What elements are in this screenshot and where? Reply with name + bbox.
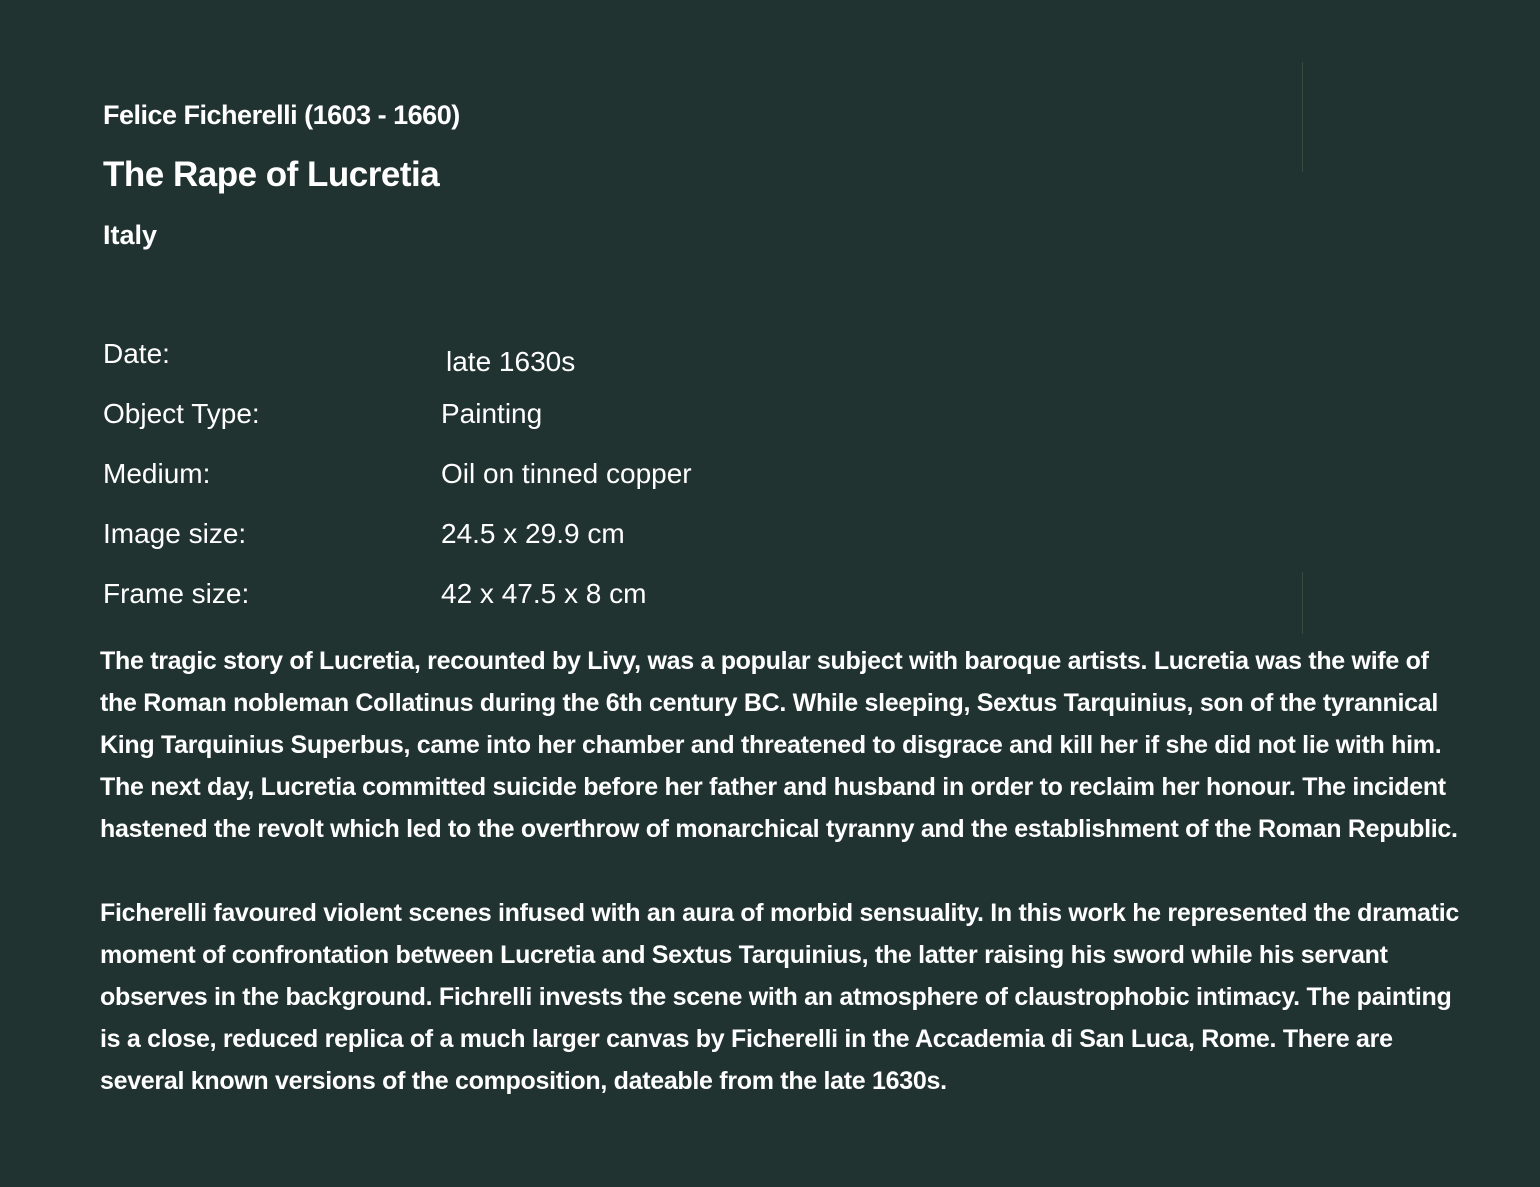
details-table <box>103 338 1003 638</box>
divider-bottom <box>1302 572 1303 634</box>
artwork-origin: Italy <box>103 220 158 250</box>
detail-label: Medium: <box>103 458 211 489</box>
description-paragraph: Ficherelli favoured violent scenes infused with an aura of morbid sensuality. In this work he represented the dramatic moment of confrontation between Lucretia and Sextus Tarquinius, the latter raising his sword while his servant observes in the background. Fichrelli invests the scene with an atmosphere of claustrophobic intimacy. The painting is a close, reduced replica of a much larger canvas by Ficherelli in the Accademia di San Luca, Rome. There are several known versions of the composition, dateable from the late 1630s. <box>100 899 1459 1095</box>
artist-name: Felice Ficherelli (1603 - 1660) <box>103 100 460 130</box>
detail-label: Frame size: <box>103 578 250 609</box>
detail-row-date <box>103 338 1003 398</box>
artwork-title: The Rape of Lucretia <box>103 155 440 194</box>
detail-value: Painting <box>441 398 543 429</box>
detail-label: Date: <box>103 338 170 369</box>
divider-top <box>1302 62 1303 172</box>
detail-row-medium <box>103 458 1003 518</box>
detail-row-frame-size <box>103 578 1003 638</box>
detail-row-image-size <box>103 518 1003 578</box>
detail-value: 42 x 47.5 x 8 cm <box>441 578 647 609</box>
detail-value: late 1630s <box>446 346 576 377</box>
detail-value: 24.5 x 29.9 cm <box>441 518 625 549</box>
detail-value: Oil on tinned copper <box>441 458 692 489</box>
detail-label: Image size: <box>103 518 247 549</box>
description-paragraph: The tragic story of Lucretia, recounted by Livy, was a popular subject with baroque artists. Lucretia was the wife of the Roman nobleman Collatinus during the 6th century BC. While sleeping, Sextus Tarquinius, son of the tyrannical King Tarquinius Superbus, came into her chamber and threatened to disgrace and kill her if she did not lie with him. The next day, Lucretia committed suicide before her father and husband in order to reclaim her honour. The incident hastened the revolt which led to the overthrow of monarchical tyranny and the establishment of the Roman Republic. <box>100 647 1458 843</box>
detail-label: Object Type: <box>103 398 260 429</box>
description <box>100 640 1460 1144</box>
detail-row-object-type <box>103 398 1003 458</box>
